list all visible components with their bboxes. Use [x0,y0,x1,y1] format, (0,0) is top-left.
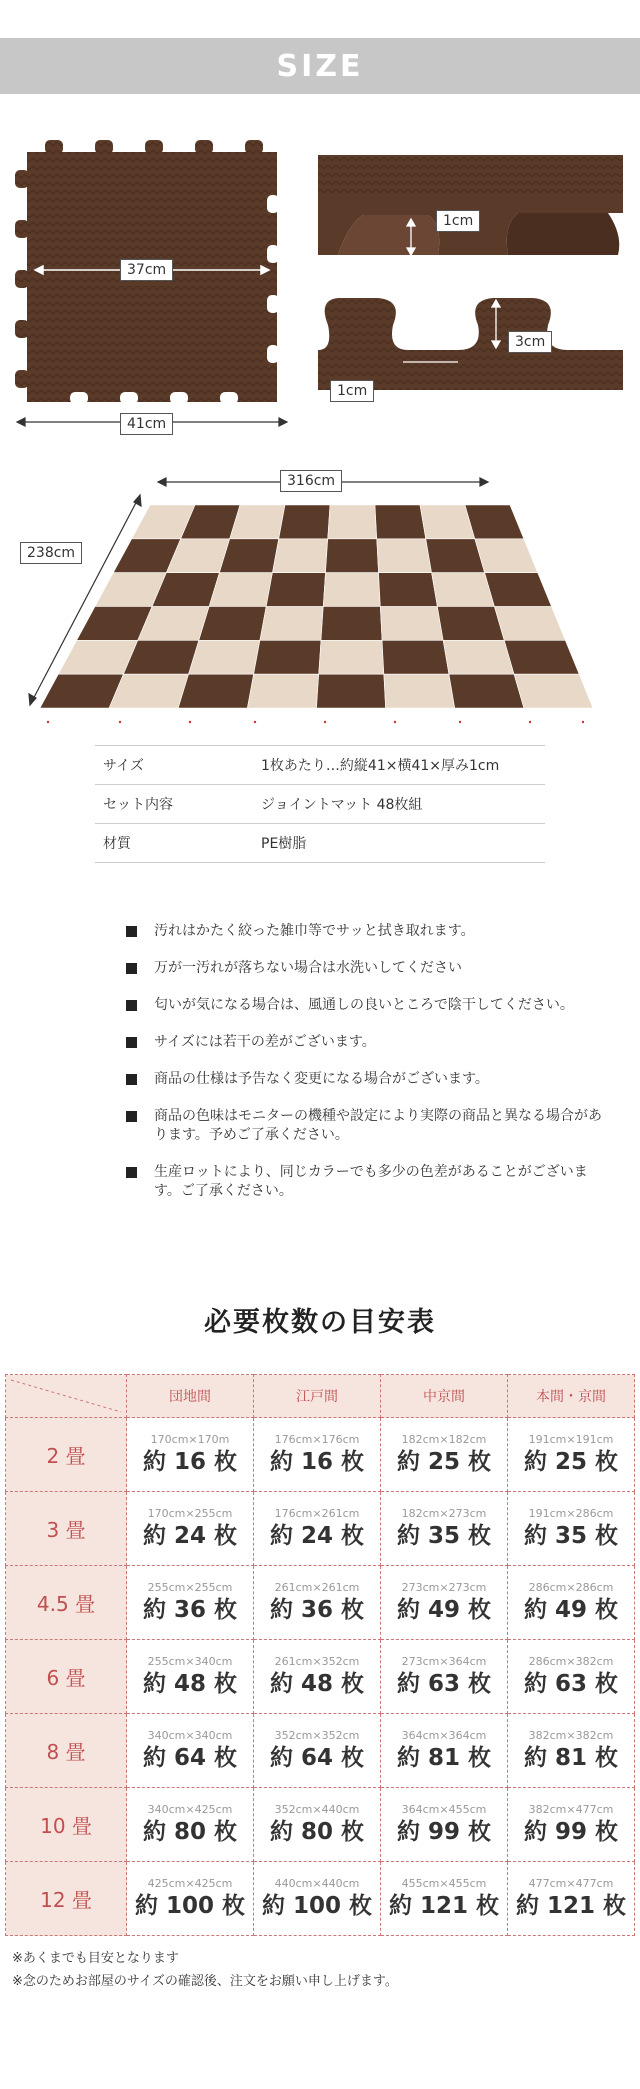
mat-tile [272,539,327,573]
cell-size: 364cm×364cm [401,1728,487,1742]
spec-value: PE樹脂 [253,824,545,863]
cell-size: 477cm×477cm [528,1876,614,1890]
cell-count: 約 48 枚 [142,1670,238,1697]
cell-size: 273cm×364cm [401,1654,487,1668]
mat-tile [504,640,579,674]
mat-tile [426,539,485,573]
corner-cell [6,1375,127,1418]
mat-tile [254,640,321,674]
mat-tile [109,674,188,708]
size-banner [0,38,640,94]
cell-count: 約 25 枚 [396,1448,492,1475]
note-item: サイズには若干の差がございます。 [126,1033,606,1052]
mat-tile [219,539,278,573]
table-cell [254,1418,381,1492]
outer-dimension-label: 41cm [120,413,173,435]
tab-width-label: 1cm [330,380,374,402]
checkerboard-mats [40,505,593,708]
table-cell [127,1862,254,1936]
table-cell [381,1640,508,1714]
cell-count: 約 63 枚 [396,1670,492,1697]
care-notes [86,922,606,1219]
mat-tile [209,573,272,607]
cell-size: 340cm×340cm [147,1728,233,1742]
note-item: 商品の仕様は予告なく変更になる場合がございます。 [126,1070,606,1089]
column-header: 本間・京間 [508,1375,635,1418]
layout-illustration [10,460,630,735]
cell-count: 約 35 枚 [523,1522,619,1549]
thickness-detail-illustration [318,155,623,260]
mat-tile [475,539,538,573]
cell-size: 340cm×425cm [147,1802,233,1816]
note-item: 汚れはかたく絞った雑巾等でサッと拭き取れます。 [126,922,606,941]
table-cell [381,1492,508,1566]
mat-tile [514,674,593,708]
footnote: ※あくまでも目安となります [12,1951,179,1966]
table-cell [127,1492,254,1566]
table-cell [381,1418,508,1492]
cell-size: 255cm×340cm [147,1654,233,1668]
cell-size: 382cm×477cm [528,1802,614,1816]
mat-tile [380,607,443,641]
mat-tile [449,674,524,708]
mat-tile [178,674,253,708]
mat-tile [485,573,552,607]
cell-count: 約 99 枚 [396,1818,492,1845]
mat-tile [247,674,318,708]
cell-size: 255cm×255cm [147,1580,233,1594]
cell-size: 364cm×455cm [401,1802,487,1816]
table-cell [254,1714,381,1788]
footnotes [12,1947,398,1993]
column-header: 江戸間 [254,1375,381,1418]
cell-count: 約 64 枚 [269,1744,365,1771]
cell-size: 352cm×352cm [274,1728,360,1742]
mat-tile [189,640,260,674]
mat-tile [375,505,426,539]
table-cell [508,1640,635,1714]
mat-tile [437,607,504,641]
cell-count: 約 36 枚 [142,1596,238,1623]
cell-count: 約 49 枚 [396,1596,492,1623]
table-cell [508,1862,635,1936]
quantity-table [5,1374,635,1936]
row-header: 6 畳 [6,1640,127,1714]
mat-tile [382,640,449,674]
mat-tile [317,674,386,708]
mat-tile [379,573,438,607]
mat-tile [384,674,455,708]
note-item: 万が一汚れが落ちない場合は水洗いしてください [126,959,606,978]
cell-count: 約 63 枚 [523,1670,619,1697]
table-row [6,1492,635,1566]
table-cell [127,1788,254,1862]
inner-dimension-label: 37cm [120,259,173,281]
cell-size: 176cm×261cm [274,1506,360,1520]
cell-size: 455cm×455cm [401,1876,487,1890]
cell-count: 約 48 枚 [269,1670,365,1697]
cell-size: 273cm×273cm [401,1580,487,1594]
footnote: ※念のためお部屋のサイズの確認後、注文をお願い申し上げます。 [12,1974,398,1989]
table-cell [127,1640,254,1714]
cell-size: 261cm×352cm [274,1654,360,1668]
table-cell [254,1640,381,1714]
cell-count: 約 99 枚 [523,1818,619,1845]
table-cell [127,1714,254,1788]
table-cell [127,1566,254,1640]
table-cell [254,1492,381,1566]
mat-tile [443,640,514,674]
table-cell [508,1714,635,1788]
cell-size: 191cm×286cm [528,1506,614,1520]
row-header: 4.5 畳 [6,1566,127,1640]
spec-value: 1枚あたり…約縦41×横41×厚み1cm [253,746,545,785]
table-cell [508,1788,635,1862]
table-cell [381,1566,508,1640]
table-cell [508,1492,635,1566]
table-cell [254,1788,381,1862]
cell-count: 約 16 枚 [142,1448,238,1475]
mat-tile [377,539,432,573]
table-row [6,1788,635,1862]
spec-row [95,824,545,863]
cell-size: 286cm×382cm [528,1654,614,1668]
mat-tile [494,607,565,641]
cell-count: 約 100 枚 [134,1892,246,1919]
mat-tile [260,607,323,641]
cell-count: 約 49 枚 [523,1596,619,1623]
cell-size: 176cm×176cm [274,1432,360,1446]
single-tile-illustration [15,140,290,440]
cell-size: 425cm×425cm [147,1876,233,1890]
tab-detail-illustration [318,290,623,390]
row-header: 12 畳 [6,1862,127,1936]
tab-depth-label: 3cm [508,331,552,353]
thickness-label: 1cm [436,210,480,232]
note-item: 商品の色味はモニターの機種や設定により実際の商品と異なる場合があります。予めご了承ください。 [126,1107,606,1145]
table-row [6,1714,635,1788]
table-cell [508,1566,635,1640]
cell-count: 約 16 枚 [269,1448,365,1475]
layout-width-label: 316cm [280,470,342,492]
table-cell [508,1418,635,1492]
note-item: 匂いが気になる場合は、風通しの良いところで陰干してください。 [126,996,606,1015]
cell-size: 440cm×440cm [274,1876,360,1890]
spec-key: サイズ [95,746,253,785]
banner-title: SIZE [276,48,364,84]
cell-size: 261cm×261cm [274,1580,360,1594]
mat-tile [319,640,384,674]
cell-count: 約 25 枚 [523,1448,619,1475]
mat-tile [465,505,524,539]
cell-count: 約 121 枚 [388,1892,500,1919]
table-row [6,1418,635,1492]
table-row [6,1862,635,1936]
cell-count: 約 80 枚 [142,1818,238,1845]
mat-tile [279,505,330,539]
cell-size: 170cm×255cm [147,1506,233,1520]
row-header: 8 畳 [6,1714,127,1788]
table-cell [381,1714,508,1788]
cell-size: 191cm×191cm [528,1432,614,1446]
cell-size: 382cm×382cm [528,1728,614,1742]
cell-count: 約 121 枚 [515,1892,627,1919]
cell-size: 170cm×170m [150,1432,230,1446]
mat-tile [432,573,495,607]
table-cell [127,1418,254,1492]
column-header: 中京間 [381,1375,508,1418]
cell-count: 約 35 枚 [396,1522,492,1549]
cell-count: 約 81 枚 [396,1744,492,1771]
cell-count: 約 80 枚 [269,1818,365,1845]
row-header: 2 畳 [6,1418,127,1492]
mat-tile [326,539,379,573]
mat-tile [328,505,377,539]
mat-tile [266,573,325,607]
table-cell [381,1862,508,1936]
quantity-table-title: 必要枚数の目安表 [204,1307,436,1338]
cell-count: 約 36 枚 [269,1596,365,1623]
cell-size: 286cm×286cm [528,1580,614,1594]
cell-size: 182cm×273cm [401,1506,487,1520]
cell-size: 182cm×182cm [401,1432,487,1446]
spec-row [95,785,545,824]
cell-count: 約 100 枚 [261,1892,373,1919]
cell-count: 約 24 枚 [269,1522,365,1549]
spec-key: 材質 [95,824,253,863]
row-header: 3 畳 [6,1492,127,1566]
cell-count: 約 64 枚 [142,1744,238,1771]
table-row [6,1640,635,1714]
spec-key: セット内容 [95,785,253,824]
spec-row [95,746,545,785]
layout-depth-label: 238cm [20,542,82,564]
table-row [6,1566,635,1640]
note-item: 生産ロットにより、同じカラーでも多少の色差があることがございます。ご了承ください。 [126,1163,606,1201]
table-cell [254,1862,381,1936]
row-header: 10 畳 [6,1788,127,1862]
mat-tile [40,674,123,708]
mat-tile [321,607,382,641]
cell-count: 約 81 枚 [523,1744,619,1771]
mat-tile [199,607,266,641]
table-cell [254,1566,381,1640]
table-cell [381,1788,508,1862]
mat-tile [323,573,380,607]
cell-size: 352cm×440cm [274,1802,360,1816]
column-header: 団地間 [127,1375,254,1418]
spec-value: ジョイントマット 48枚組 [253,785,545,824]
spec-table [95,745,545,863]
cell-count: 約 24 枚 [142,1522,238,1549]
